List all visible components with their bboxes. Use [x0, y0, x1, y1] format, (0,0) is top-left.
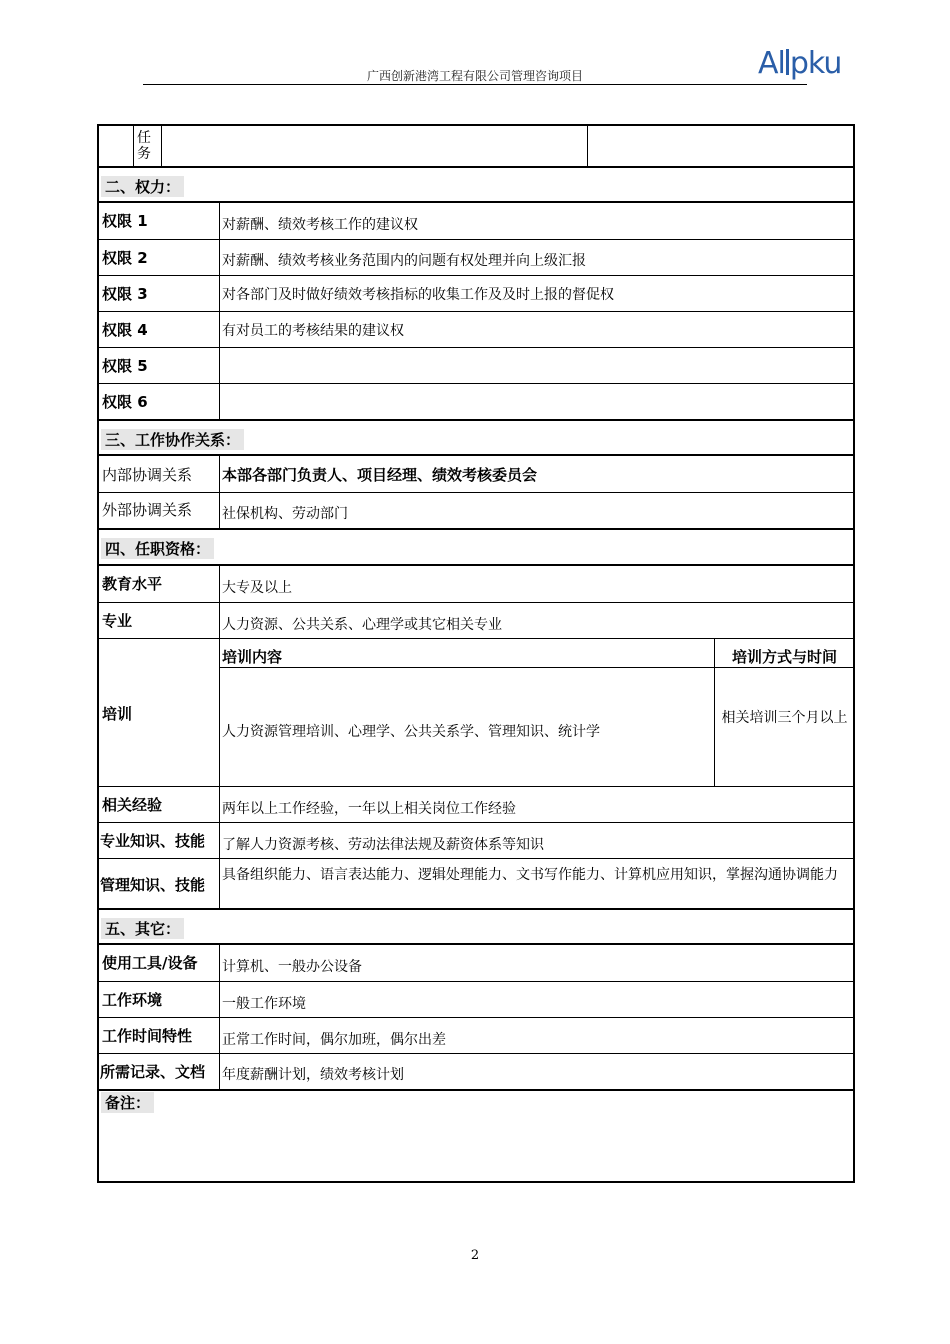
power-label: 权限 5: [102, 357, 148, 375]
power-label: 权限 4: [102, 321, 148, 339]
education-row: [99, 566, 854, 602]
power-value: 有对员工的考核结果的建议权: [222, 323, 404, 339]
power-row: [99, 202, 854, 239]
relation-value: 本部各部门负责人、项目经理、绩效考核委员会: [222, 466, 538, 484]
other-label: 工作环境: [102, 991, 163, 1009]
other-row: [99, 945, 854, 981]
power-row: [99, 311, 854, 347]
management-value: 具备组织能力、语言表达能力、逻辑处理能力、文书写作能力、计算机应用知识，掌握沟通协调能力: [222, 867, 838, 883]
task-label: 任务: [137, 130, 151, 162]
experience-row: [99, 786, 854, 822]
other-value: 一般工作环境: [222, 996, 306, 1012]
power-value: 对各部门及时做好绩效考核指标的收集工作及及时上报的督促权: [222, 287, 614, 303]
power-label: 权限 3: [102, 285, 148, 303]
page-number: 2: [470, 1248, 480, 1263]
company-logo: Al pku: [758, 46, 842, 81]
section-powers: [99, 166, 854, 203]
power-label: 权限 6: [102, 393, 148, 411]
training-label: 培训: [102, 705, 133, 723]
training-row: [99, 638, 854, 786]
power-row: [99, 347, 854, 383]
relation-value: 社保机构、劳动部门: [222, 506, 348, 522]
other-value: 年度薪酬计划，绩效考核计划: [222, 1067, 404, 1083]
section-powers-title: 二、权力：: [101, 176, 184, 197]
major-value: 人力资源、公共关系、心理学或其它相关专业: [222, 617, 502, 633]
experience-value: 两年以上工作经验，一年以上相关岗位工作经验: [222, 801, 516, 817]
section-relations: [99, 419, 854, 456]
section-qualifications-title: 四、任职资格：: [101, 538, 214, 559]
training-content: 人力资源管理培训、心理学、公共关系学、管理知识、统计学: [222, 724, 600, 740]
other-value: 正常工作时间，偶尔加班，偶尔出差: [222, 1032, 446, 1048]
power-value: 对薪酬、绩效考核业务范围内的问题有权处理并向上级汇报: [222, 253, 586, 269]
power-value: 对薪酬、绩效考核工作的建议权: [222, 217, 418, 233]
task-row: [99, 126, 854, 166]
knowledge-label: 专业知识、技能: [100, 832, 206, 850]
major-label: 专业: [102, 612, 133, 630]
section-qualifications: [99, 528, 854, 566]
power-row: [99, 239, 854, 275]
management-row: [99, 858, 854, 908]
knowledge-row: [99, 822, 854, 858]
section-others: [99, 908, 854, 945]
power-row: [99, 383, 854, 419]
other-row: [99, 1017, 854, 1053]
other-label: 工作时间特性: [102, 1027, 193, 1045]
education-label: 教育水平: [102, 575, 163, 593]
training-content-header: 培训内容: [222, 648, 283, 666]
remarks-row: [99, 1089, 854, 1181]
training-method-header: 培训方式与时间: [731, 648, 837, 666]
training-method: 相关培训三个月以上: [721, 710, 848, 726]
relation-row: [99, 492, 854, 528]
other-value: 计算机、一般办公设备: [222, 959, 362, 975]
management-label: 管理知识、技能: [100, 876, 206, 894]
knowledge-value: 了解人力资源考核、劳动法律法规及薪资体系等知识: [222, 837, 544, 853]
power-row: [99, 275, 854, 311]
relation-row: [99, 456, 854, 492]
section-relations-title: 三、工作协作关系：: [101, 429, 244, 450]
education-value: 大专及以上: [222, 580, 292, 596]
job-description-table: [97, 124, 855, 1183]
remarks-title: 备注：: [101, 1092, 154, 1113]
relation-label: 外部协调关系: [102, 501, 193, 519]
experience-label: 相关经验: [102, 796, 163, 814]
power-label: 权限 1: [102, 212, 148, 230]
power-label: 权限 2: [102, 249, 148, 267]
major-row: [99, 602, 854, 638]
other-row: [99, 1053, 854, 1089]
other-label: 使用工具/设备: [102, 954, 198, 972]
header-rule: [143, 84, 807, 85]
other-label: 所需记录、文档: [100, 1063, 206, 1081]
other-row: [99, 981, 854, 1017]
document-header-title: 广西创新港湾工程有限公司管理咨询项目: [366, 69, 583, 83]
relation-label: 内部协调关系: [102, 466, 193, 484]
section-others-title: 五、其它：: [101, 918, 184, 939]
